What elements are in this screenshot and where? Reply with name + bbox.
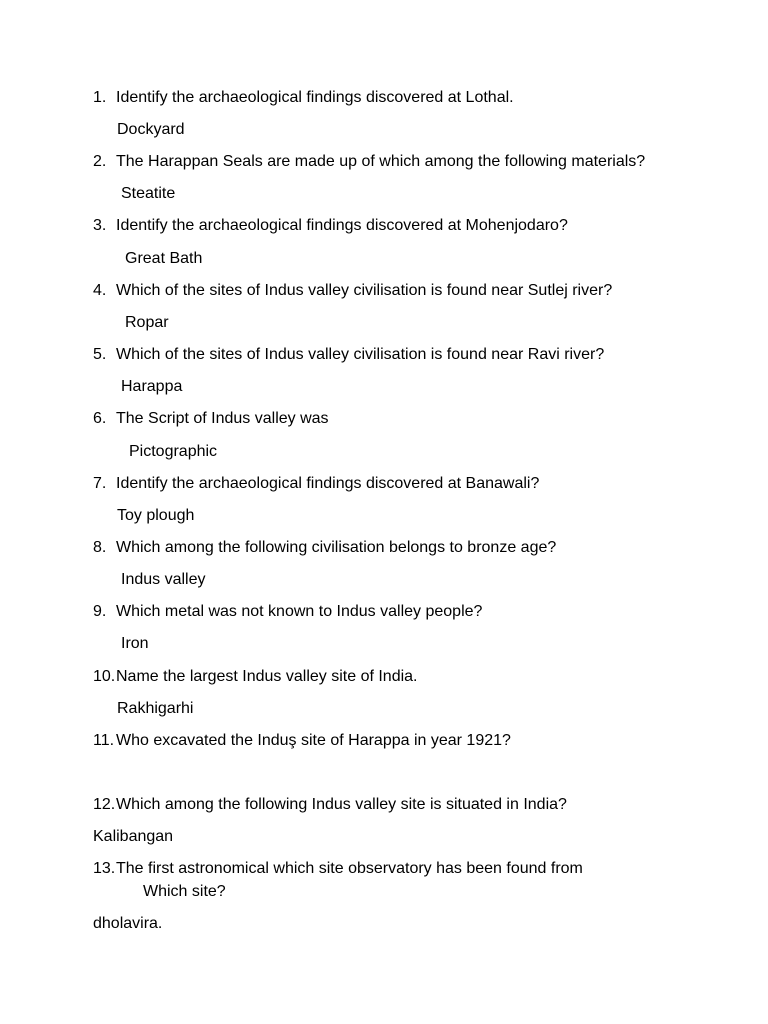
question-number: 12. [93,796,116,813]
answer-12: Kalibangan [93,828,174,845]
question-number: 6. [93,410,107,427]
answer-1: Dockyard [117,121,185,138]
answer-2: Steatite [121,185,176,202]
answer-13: dholavira. [93,915,163,932]
answer-3: Great Bath [125,250,203,267]
question-number: 7. [93,475,107,492]
question-number: 2. [93,153,107,170]
question-text: The Harappan Seals are made up of which among the following materials? [116,153,646,170]
answer-7: Toy plough [117,507,195,524]
question-text: Which metal was not known to Indus valley people? [116,603,483,620]
question-number: 13. [93,860,116,877]
question-number: 3. [93,217,107,234]
question-text: The first astronomical which site observatory has been found from [116,860,583,877]
question-13-continuation: Which site? [143,883,226,900]
answer-4: Ropar [125,314,169,331]
question-text: Which among the following Indus valley site is situated in India? [116,796,567,813]
answer-10: Rakhigarhi [117,700,194,717]
question-number: 11. [93,732,115,749]
question-text: Identify the archaeological findings discovered at Lothal. [116,89,514,106]
question-text: Who excavated the Induş site of Harappa in year 1921? [116,732,511,749]
answer-5: Harappa [121,378,183,395]
question-text: The Script of Indus valley was [116,410,329,427]
question-number: 10. [93,668,116,685]
question-text: Identify the archaeological findings discovered at Banawali? [116,475,540,492]
answer-8: Indus valley [121,571,206,588]
question-number: 4. [93,282,107,299]
question-text: Name the largest Indus valley site of India. [116,668,418,685]
question-number: 9. [93,603,107,620]
question-number: 5. [93,346,107,363]
question-number: 1. [93,89,107,106]
question-text: Which of the sites of Indus valley civilisation is found near Sutlej river? [116,282,613,299]
question-text: Which of the sites of Indus valley civilisation is found near Ravi river? [116,346,605,363]
question-text: Identify the archaeological findings discovered at Mohenjodaro? [116,217,568,234]
question-text: Which among the following civilisation belongs to bronze age? [116,539,557,556]
answer-6: Pictographic [129,443,218,460]
answer-9: Iron [121,635,149,652]
question-number: 8. [93,539,107,556]
